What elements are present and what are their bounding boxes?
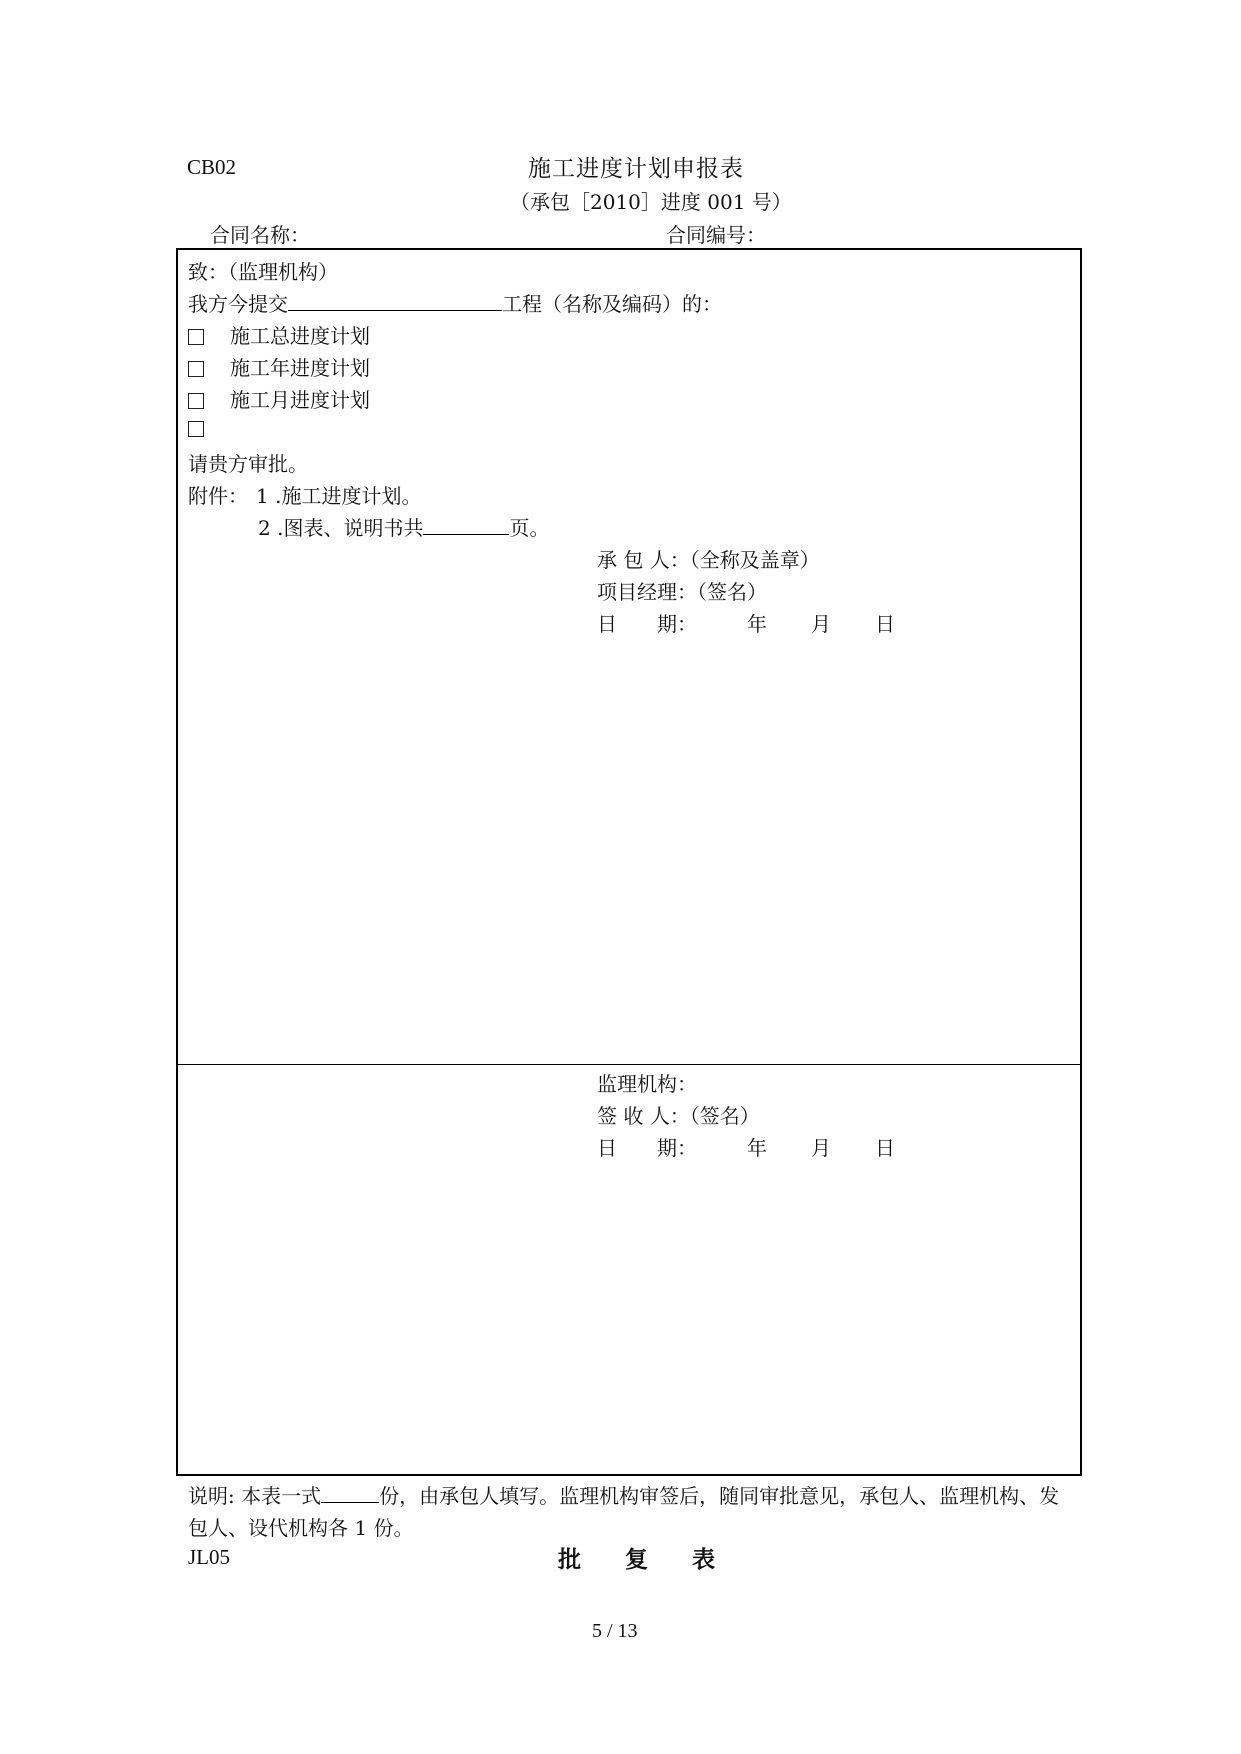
option-row	[188, 384, 370, 413]
attachment-2-prefix: 2 .图表、说明书共	[258, 516, 424, 540]
addressee-line: 致：（监理机构）	[188, 260, 338, 284]
supervision-org-label: 监理机构：	[597, 1072, 697, 1096]
manager-label: 项目经理：（签名）	[597, 580, 767, 604]
submit-line	[188, 288, 722, 317]
year-label: 年	[747, 612, 767, 636]
contractor-date-row	[597, 608, 895, 637]
checkbox[interactable]	[188, 361, 204, 377]
day-label: 日	[875, 612, 895, 636]
page-title: 施工进度计划申报表	[528, 156, 744, 182]
attachment-line-1	[188, 480, 421, 509]
date-label: 日 期：	[597, 612, 697, 636]
request-line: 请贵方审批。	[188, 452, 308, 476]
form-note	[188, 1480, 1068, 1544]
month-label: 月	[811, 1136, 831, 1160]
form-code: CB02	[187, 155, 237, 179]
checkbox[interactable]	[188, 329, 204, 345]
form-frame	[176, 248, 1082, 1476]
attachment-label: 附件：	[188, 484, 248, 508]
year-label: 年	[747, 1136, 767, 1160]
option-row	[188, 320, 370, 349]
option-row	[188, 416, 230, 440]
month-label: 月	[811, 612, 831, 636]
option-label: 施工月进度计划	[230, 388, 370, 412]
checkbox[interactable]	[188, 393, 204, 409]
option-row	[188, 352, 370, 381]
attachment-2-suffix: 页。	[509, 516, 550, 540]
option-label: 施工年进度计划	[230, 356, 370, 380]
date-label: 日 期：	[597, 1136, 697, 1160]
project-name-blank[interactable]	[288, 292, 502, 311]
copies-blank[interactable]	[321, 1484, 379, 1503]
next-form-title: 批 复 表	[558, 1547, 716, 1573]
checkbox[interactable]	[188, 421, 204, 437]
page-count-blank[interactable]	[423, 516, 509, 535]
contractor-label: 承 包 人：（全称及盖章）	[597, 548, 820, 572]
attachment-item-1: 1 .施工进度计划。	[256, 484, 422, 508]
attachment-line-2	[188, 512, 549, 541]
contract-number-label: 合同编号：	[666, 223, 766, 247]
receiver-label: 签 收 人：（签名）	[597, 1104, 760, 1128]
submit-suffix: 工程（名称及编码）的：	[502, 292, 722, 316]
note-prefix: 说明: 本表一式	[188, 1484, 322, 1508]
page-number: 5 / 13	[592, 1620, 638, 1642]
supervision-date-row	[597, 1132, 895, 1161]
document-number: （承包［2010］进度 001 号）	[510, 190, 792, 214]
option-label: 施工总进度计划	[230, 324, 370, 348]
next-form-code: JL05	[188, 1545, 230, 1569]
contract-name-label: 合同名称：	[210, 223, 310, 247]
section-divider	[176, 1064, 1082, 1065]
submit-prefix: 我方今提交	[188, 292, 288, 316]
note-suffix: 份，由承包人填写。监理机构审签后，随同审批意见，承包人、监理机构、发包人、设代机构各 1 份。	[188, 1484, 1060, 1540]
day-label: 日	[875, 1136, 895, 1160]
